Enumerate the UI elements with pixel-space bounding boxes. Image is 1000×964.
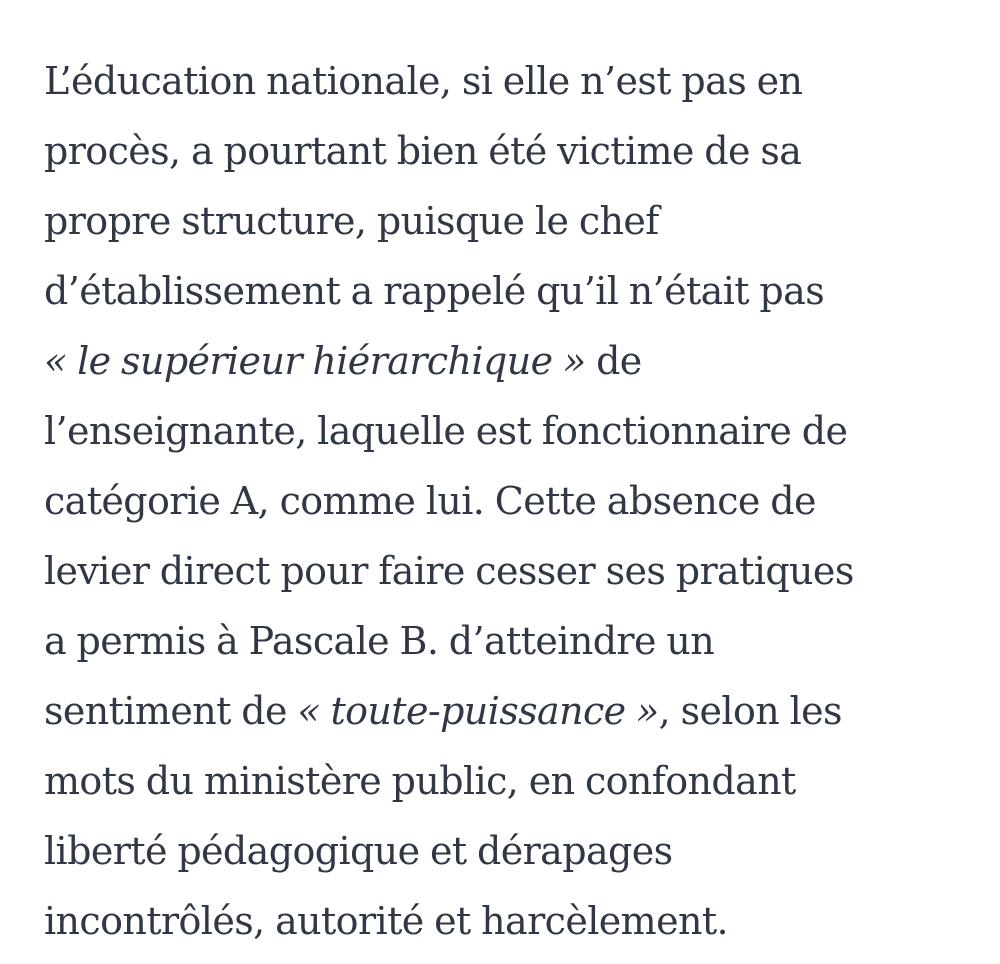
- line-text: d’établissement a rappelé qu’il n’était pas: [44, 269, 825, 313]
- text-line: [44, 116, 974, 186]
- line-text: levier direct pour faire cesser ses pratiques: [44, 549, 854, 593]
- text-line: [44, 186, 974, 256]
- line-text: mots du ministère public, en confondant: [44, 759, 796, 803]
- text-line: [44, 886, 974, 956]
- article-body: [44, 46, 974, 956]
- text-line: [44, 256, 974, 326]
- line-text: a permis à Pascale B. d’atteindre un: [44, 619, 715, 663]
- line-text: L’éducation nationale, si elle n’est pas en: [44, 59, 803, 103]
- line-text: propre structure, puisque le chef: [44, 199, 659, 243]
- text-line: [44, 326, 974, 396]
- line-text: , selon les: [658, 689, 842, 733]
- line-text: incontrôlés, autorité et harcèlement.: [44, 899, 728, 943]
- line-text: catégorie A, comme lui. Cette absence de: [44, 479, 816, 523]
- text-line: [44, 746, 974, 816]
- line-text: l’enseignante, laquelle est fonctionnaire de: [44, 409, 848, 453]
- line-text: de: [585, 339, 642, 383]
- text-line: [44, 606, 974, 676]
- text-line: [44, 396, 974, 466]
- text-line: [44, 816, 974, 886]
- text-line: [44, 536, 974, 606]
- line-text: sentiment de: [44, 689, 298, 733]
- text-line: [44, 46, 974, 116]
- quote-toute-puissance: « toute-puissance »: [297, 689, 659, 733]
- article-paragraph: [44, 46, 974, 956]
- line-text: procès, a pourtant bien été victime de sa: [44, 129, 802, 173]
- quote-superieur-hierarchique: « le supérieur hiérarchique »: [44, 339, 586, 383]
- text-line: [44, 676, 974, 746]
- text-line: [44, 466, 974, 536]
- line-text: liberté pédagogique et dérapages: [44, 829, 673, 873]
